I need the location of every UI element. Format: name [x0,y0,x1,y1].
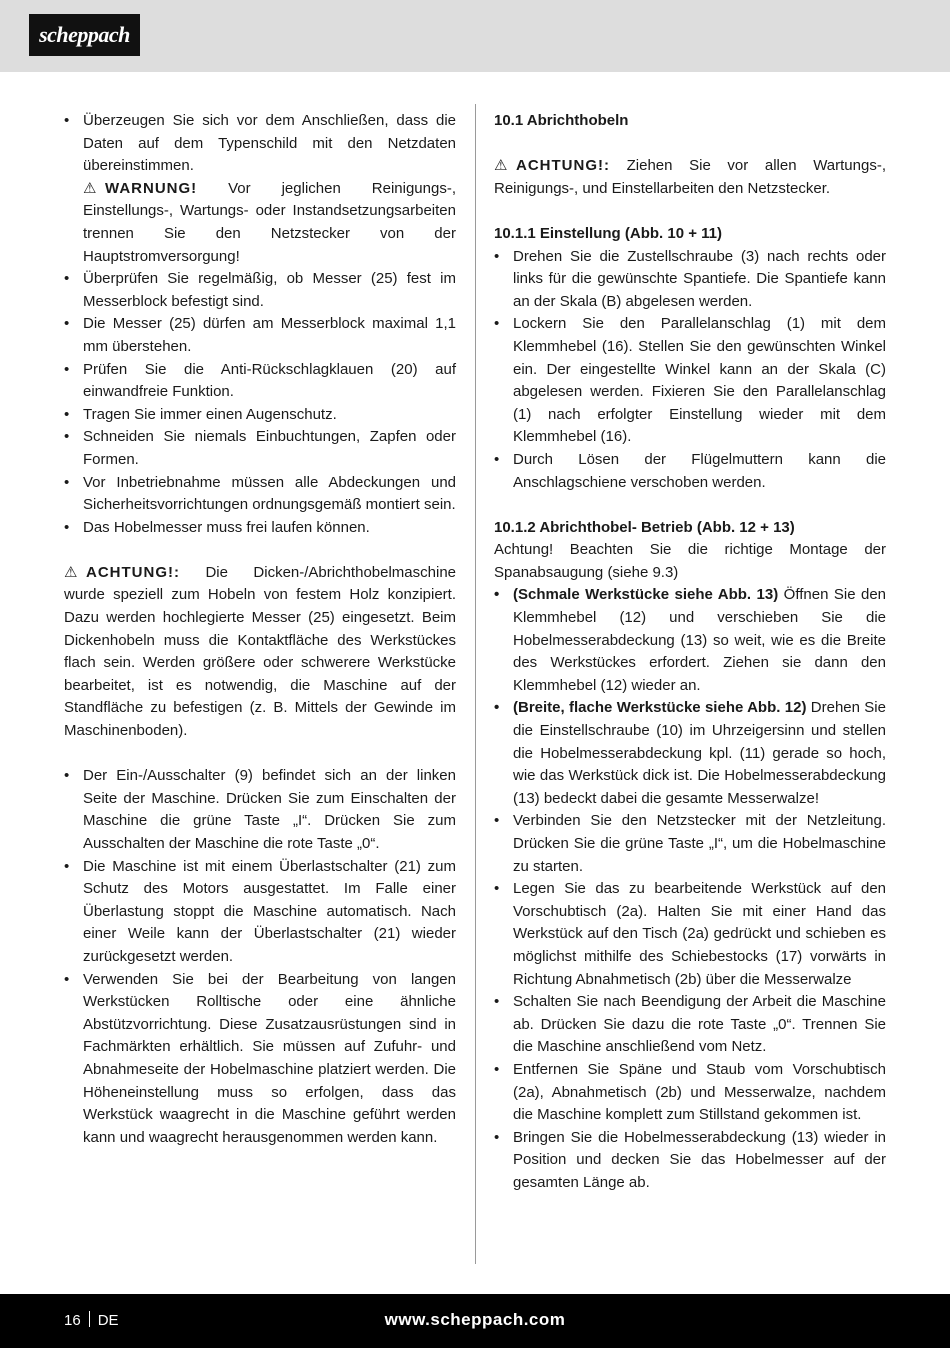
warning-paragraph [64,178,456,268]
subsection-title: 10.1.2 Abrichthobel- Betrieb (Abb. 12 + 13) [494,518,795,536]
list-item: • Bringen Sie die Hobelmesserabdeckung (13) wieder in Position und decken Sie das Hobelmesser auf der gesamten Länge ab. [494,1127,886,1195]
website-url: www.scheppach.com [384,1310,566,1329]
list-item: • Der Ein-/Ausschalter (9) befindet sich an der linken Seite der Maschine. Drücken Sie zum Einschalten der Maschine die grüne Taste „I“. Drücken Sie zum Ausschalten der Maschine die rote Taste „0“. [64,765,456,855]
spacer [494,494,886,517]
safety-list-1 [64,110,456,178]
footer-band [0,1294,950,1348]
list-item: • Schalten Sie nach Beendigung der Arbeit die Maschine ab. Drücken Sie dazu die rote Taste „0“. Trennen Sie die Maschine anschließend vom Netz. [494,991,886,1059]
warning-triangle-icon: ⚠ [494,157,508,175]
header-band [0,0,950,72]
spacer [494,133,886,156]
settings-list [494,246,886,495]
operation-list [64,765,456,1149]
language-code: DE [97,1312,119,1329]
list-item: • Prüfen Sie die Anti-Rückschlagklauen (20) auf einwandfreie Funktion. [64,359,456,404]
section-title: 10.1 Abrichthobeln [494,112,629,129]
list-item [494,697,886,810]
list-item [494,584,886,697]
attention-text: Ziehen Sie vor allen Wartungs-, Reinigungs-, und Einstellarbeiten den Netzstecker. [494,157,886,197]
item-label: (Breite, flache Werkstücke siehe Abb. 12) [513,699,807,717]
intro-paragraph: Achtung! Beachten Sie die richtige Montage der Spanabsaugung (siehe 9.3) [494,541,886,581]
left-column [64,110,456,1149]
warning-triangle-icon: ⚠ [83,179,97,197]
item-text: Drehen Sie die Einstellschraube (10) im Uhrzeigersinn und stellen die Hobelmesserabdeckung kpl. (11) gerade so hoch, wie das Werkstück dick ist. Die Hobelmesserabdeckung (13) bedeckt dabei die gesamte Messerwalze! [513,699,886,807]
attention-paragraph [64,562,456,743]
right-column [494,110,886,1195]
spacer [64,539,456,562]
list-item: • Verwenden Sie bei der Bearbeitung von langen Werkstücken Rolltische oder eine ähnliche Abstützvorrichtung. Diese Zusatzausrüstungen sind in Fachmärkten erhältlich. Sie müssen auf Zufuhr- und Abnahmeseite der Hobelmaschine platziert werden. Die Höheneinstellung muss so erfolgen, dass das Werkstück waagrecht in die Maschine geführt werden kann und waagrecht herausgenommen werden kann. [64,969,456,1150]
item-text: Öffnen Sie den Klemmhebel (12) und verschieben Sie die Hobelmesserabdeckung (13) so weit, wie es die Breite des Werkstückes erfordert. Ziehen sie dann den Klemmhebel (12) wieder an. [513,586,887,694]
operation-list [494,584,886,1194]
scheppach-logo: scheppach [29,14,140,56]
list-item: • Das Hobelmesser muss frei laufen können. [64,517,456,540]
list-item: • Überzeugen Sie sich vor dem Anschließen, dass die Daten auf dem Typenschild mit den Netzdaten übereinstimmen. [64,110,456,178]
list-item: • Legen Sie das zu bearbeitende Werkstück auf den Vorschubtisch (2a). Halten Sie mit einer Hand das Werkstück auf den Tisch (2a) gedrückt und schieben es möglichst mithilfe des Schiebestocks (17) vorwärts in Richtung Abnahmetisch (2b) über die Messerwalze [494,878,886,991]
attention-label: ACHTUNG!: [86,563,180,581]
list-item: • Überprüfen Sie regelmäßig, ob Messer (25) fest im Messerblock befestigt sind. [64,268,456,313]
warning-text: Vor jeglichen Reinigungs-, Einstellungs-, Wartungs- oder Instandsetzungsarbeiten trennen Sie den Netzstecker von der Hauptstromversorgung! [83,179,456,265]
list-item: • Tragen Sie immer einen Augenschutz. [64,404,456,427]
safety-list-2 [64,268,456,539]
spacer [64,743,456,766]
page-number: 16 [64,1312,81,1329]
list-item: • Die Messer (25) dürfen am Messerblock maximal 1,1 mm überstehen. [64,313,456,358]
list-item: • Schneiden Sie niemals Einbuchtungen, Zapfen oder Formen. [64,426,456,471]
list-item: • Entfernen Sie Späne und Staub vom Vorschubtisch (2a), Abnahmetisch (2b) und Messerwalze, nachdem die Maschine komplett zum Stillstand gekommen ist. [494,1059,886,1127]
list-item: • Lockern Sie den Parallelanschlag (1) mit dem Klemmhebel (16). Stellen Sie den gewünschten Winkel ein. Der eingestellte Winkel kann an der Skala (C) abgelesen werden. Fixieren Sie den Parallelanschlag (1) nach erfolgter Einstellung wieder mit dem Klemmhebel (16). [494,313,886,449]
attention-text: Die Dicken-/Abrichthobelmaschine wurde speziell zum Hobeln von festem Holz konzipiert. Dazu werden hochlegierte Messer (25) eingesetzt. Beim Dickenhobeln muss die Kontaktfläche des Werkstückes flach sein. Werden größere oder schwerere Werkstücke bearbeitet, ist es notwendig, die Maschine auf der Standfläche zu befestigen (z. B. Mittels der Gewinde im Maschinenboden). [64,563,456,740]
list-item: • Drehen Sie die Zustellschraube (3) nach rechts oder links für die gewünschte Spantiefe. Die Spantiefe kann an der Skala (B) abgelesen werden. [494,246,886,314]
item-label: (Schmale Werkstücke siehe Abb. 13) [513,586,779,604]
column-divider [475,104,476,1264]
list-item: • Durch Lösen der Flügelmuttern kann die Anschlagschiene verschoben werden. [494,449,886,494]
attention-label: ACHTUNG!: [516,157,610,175]
warning-label: WARNUNG! [105,179,198,197]
warning-triangle-icon: ⚠ [64,563,78,581]
list-item: • Verbinden Sie den Netzstecker mit der Netzleitung. Drücken Sie die grüne Taste „I“, um die Hobelmaschine zu starten. [494,810,886,878]
spacer [494,200,886,223]
attention-paragraph [494,155,886,200]
list-item: • Die Maschine ist mit einem Überlastschalter (21) zum Schutz des Motors ausgestattet. Im Falle einer Überlastung stoppt die Maschine automatisch. Nach einer Weile kann der Überlastschalter (21) wieder zurückgesetzt werden. [64,856,456,969]
subsection-title: 10.1.1 Einstellung (Abb. 10 + 11) [494,224,722,242]
list-item: • Vor Inbetriebnahme müssen alle Abdeckungen und Sicherheitsvorrichtungen ordnungsgemäß montiert sein. [64,472,456,517]
